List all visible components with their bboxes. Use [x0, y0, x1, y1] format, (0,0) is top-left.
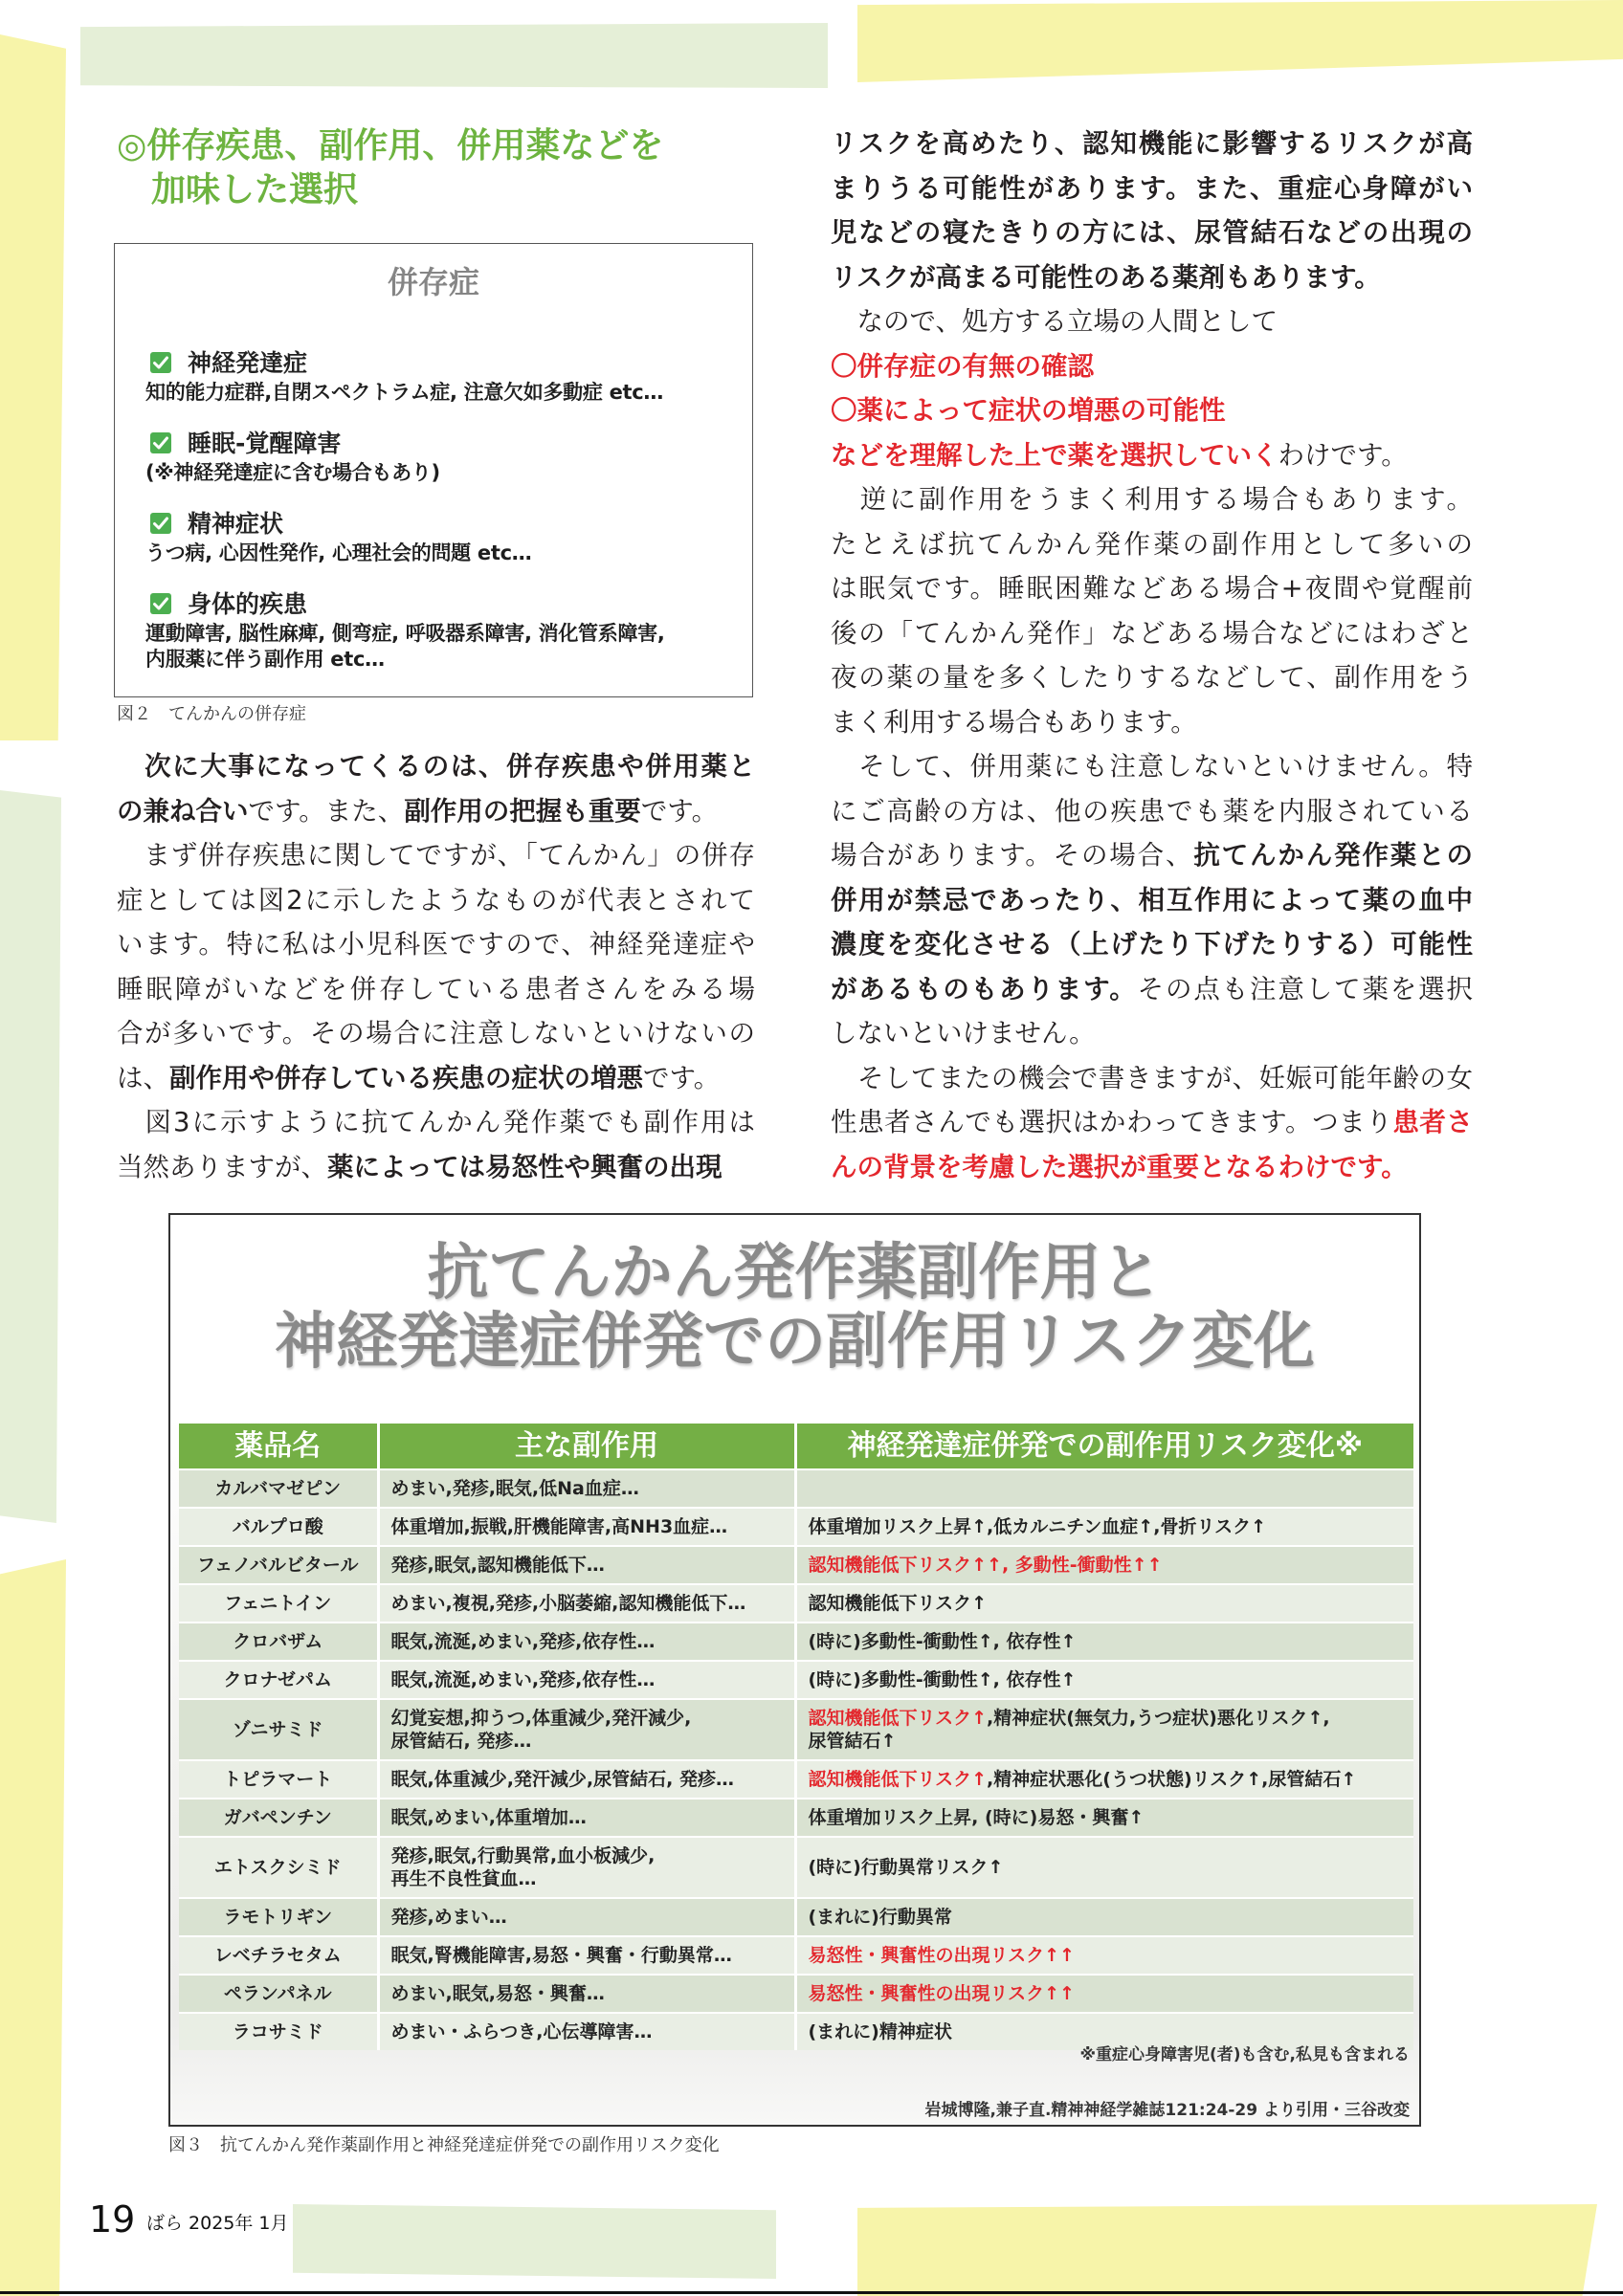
body-text: そして、併用薬にも注意しないといけません。特: [831, 751, 1473, 782]
body-text: (時に)多動性-衝動性↑, 依存性↑: [808, 1669, 1077, 1690]
text-line: [831, 522, 1473, 567]
emphasis-red-text: 患者さ: [1392, 1107, 1473, 1137]
risk-change-line: [809, 2020, 1403, 2043]
comorbidity-item: [145, 507, 739, 566]
emphasis-red-text: などを理解した上で薬を選択していく: [831, 439, 1278, 471]
side-effects-text: めまい,眠気,易怒・興奮…: [390, 1983, 605, 2004]
text-line: [117, 1145, 755, 1190]
body-text: います。特に私は小児科医ですので、神経発達症や: [117, 929, 755, 960]
text-line: [831, 700, 1473, 745]
paragraph: [831, 744, 1473, 1056]
emphasis-bold-text: 薬によっては易怒性や興奮の出現: [327, 1151, 723, 1182]
side-effect-risk-figure: [168, 1213, 1421, 2127]
text-line: [831, 344, 1473, 389]
risk-change-line: [809, 1806, 1403, 1829]
decorative-stripe: [857, 0, 1623, 82]
side-effects-cell: [378, 1898, 795, 1936]
body-text: 体重増加リスク上昇↑,低カルニチン血症↑,骨折リスク↑: [808, 1516, 1266, 1537]
checkbox-checked-icon: [149, 431, 172, 454]
body-text: 合が多いです。その場合に注意しないといけないの: [117, 1018, 755, 1049]
body-text: 当然ありますが、: [117, 1151, 327, 1182]
emphasis-red-text: 易怒性・興奮性の出現リスク↑↑: [808, 1945, 1075, 1966]
body-text: 場合があります。その場合、: [831, 840, 1194, 871]
body-text: です。また、: [248, 795, 405, 827]
table-row: [179, 1623, 1413, 1661]
text-line: [831, 878, 1473, 923]
side-effects-text: 発疹,眠気,認知機能低下…: [390, 1555, 605, 1576]
table-row: [179, 1699, 1413, 1760]
page-bottom-rule: [0, 2291, 1623, 2294]
drug-name-cell: レベチラセタム: [179, 1936, 378, 1975]
table-row: [179, 1799, 1413, 1837]
side-effects-text: 尿管結石, 発疹…: [390, 1731, 532, 1752]
column-header-side-effects: 主な副作用: [378, 1424, 795, 1469]
checkbox-checked-icon: [149, 512, 172, 535]
risk-change-line: [809, 1592, 1403, 1615]
side-effects-cell: [378, 1661, 795, 1699]
side-effect-figure-title-line: 神経発達症併発での副作用リスク変化: [275, 1307, 1315, 1378]
risk-change-line: [809, 1707, 1403, 1730]
text-line: [117, 1100, 755, 1145]
comorbidity-heading: [145, 507, 739, 541]
comorbidity-detail: 内服薬に伴う副作用 etc…: [145, 648, 385, 671]
comorbidity-item: [145, 587, 739, 673]
drug-name-cell: ガバペンチン: [179, 1799, 378, 1837]
table-row: [179, 1546, 1413, 1584]
article-right-column: [831, 121, 1473, 1189]
body-text: (まれに)精神症状: [808, 2021, 952, 2042]
side-effects-text: 発疹,眠気,行動異常,血小板減少,: [390, 1845, 656, 1866]
body-text: 尿管結石↑: [808, 1731, 897, 1752]
emphasis-red-text: 認知機能低下リスク↑↑, 多動性-衝動性↑↑: [808, 1555, 1163, 1576]
table-row: [179, 1936, 1413, 1975]
comorbidity-figure-title: 併存症: [387, 264, 479, 300]
text-line: [117, 878, 755, 923]
text-line: [117, 1011, 755, 1056]
emphasis-bold-text: まりうる可能性があります。また、重症心身障がい: [831, 172, 1473, 204]
body-text: たとえば抗てんかん発作薬の副作用として多いの: [831, 528, 1473, 560]
paragraph: [831, 433, 1473, 478]
body-text: (時に)多動性-衝動性↑, 依存性↑: [808, 1631, 1077, 1652]
body-text: です。: [643, 1062, 721, 1093]
decorative-stripe: [293, 2204, 776, 2279]
risk-change-line: [809, 1768, 1403, 1791]
side-effects-text: 眠気,腎機能障害,易怒・興奮・行動異常…: [390, 1945, 732, 1966]
table-row: [179, 1837, 1413, 1898]
comorbidity-heading: [145, 587, 739, 621]
drug-name-cell: トピラマート: [179, 1760, 378, 1799]
side-effects-cell: [378, 1508, 795, 1546]
comorbidity-detail: うつ病, 心因性発作, 心理社会的問題 etc…: [145, 541, 532, 564]
risk-change-cell: [795, 1546, 1413, 1584]
table-row: [179, 1469, 1413, 1508]
risk-change-cell: [795, 1760, 1413, 1799]
side-effects-text: 眠気,体重減少,発汗減少,尿管結石, 発疹…: [390, 1769, 734, 1790]
drug-name-cell: フェニトイン: [179, 1584, 378, 1623]
paragraph: [831, 388, 1473, 433]
risk-change-cell: [795, 1508, 1413, 1546]
paragraph: [831, 477, 1473, 744]
side-effects-text: 眠気,流涎,めまい,発疹,依存性…: [390, 1631, 656, 1652]
body-text: 症としては図2に示したようなものが代表とされて: [117, 884, 755, 916]
table-row: [179, 1508, 1413, 1546]
body-text: は、: [117, 1062, 169, 1093]
paragraph: [117, 833, 755, 1100]
checkbox-checked-icon: [149, 592, 172, 615]
body-text: そしてまたの機会で書きますが、妊娠可能年齢の女: [831, 1062, 1473, 1093]
emphasis-red-text: 認知機能低下リスク↑: [808, 1708, 988, 1729]
text-line: [831, 1100, 1473, 1145]
body-text: (まれに)行動異常: [808, 1907, 952, 1928]
body-text: です。: [640, 795, 719, 827]
text-line: [831, 611, 1473, 656]
table-body: [179, 1469, 1413, 2050]
text-line: [117, 744, 755, 789]
side-effects-text: 眠気,流涎,めまい,発疹,依存性…: [390, 1669, 656, 1690]
side-effect-table: [179, 1424, 1413, 2050]
comorbidity-detail: 運動障害, 脳性麻痺, 側弯症, 呼吸器系障害, 消化管系障害,: [145, 622, 665, 645]
text-line: [117, 967, 755, 1012]
drug-name-cell: ラモトリギン: [179, 1898, 378, 1936]
risk-change-line: [809, 1630, 1403, 1653]
paragraph: [117, 1100, 755, 1189]
emphasis-red-text: 認知機能低下リスク↑: [808, 1769, 988, 1790]
body-text: まず併存疾患に関してですが、「てんかん」の併存: [117, 840, 755, 871]
side-effects-cell: [378, 1546, 795, 1584]
table-row: [179, 1760, 1413, 1799]
emphasis-bold-text: リスクが高まる可能性のある薬剤もあります。: [831, 261, 1381, 293]
comorbidity-heading-text: 身体的疾患: [188, 590, 308, 618]
emphasis-bold-text: の兼ね合い: [117, 795, 249, 827]
drug-name-cell: クロナゼパム: [179, 1661, 378, 1699]
emphasis-red-text: 〇併存症の有無の確認: [831, 350, 1094, 382]
risk-change-cell: [795, 1661, 1413, 1699]
risk-change-line: [809, 1515, 1403, 1538]
emphasis-bold-text: 次に大事になってくるのは、併存疾患や併用薬と: [117, 751, 755, 782]
side-effects-cell: [378, 1623, 795, 1661]
text-line: [831, 1145, 1473, 1190]
text-line: [831, 477, 1473, 522]
body-text: 性患者さんでも選択はかわってきます。つまり: [831, 1107, 1393, 1137]
side-effects-cell: [378, 1799, 795, 1837]
emphasis-bold-text: があるものもあります。: [831, 973, 1138, 1004]
risk-change-line: [809, 1856, 1403, 1879]
risk-change-cell: [795, 1469, 1413, 1508]
text-line: [831, 744, 1473, 789]
body-text: ,精神症状悪化(うつ状態)リスク↑,尿管結石↑: [987, 1769, 1357, 1790]
body-text: 睡眠障がいなどを併存している患者さんをみる場: [117, 973, 755, 1004]
table-row: [179, 1661, 1413, 1699]
text-line: [831, 1011, 1473, 1056]
comorbidity-heading: [145, 346, 739, 380]
side-effects-text: 眠気,めまい,体重増加…: [390, 1807, 587, 1828]
risk-change-line: [809, 1668, 1403, 1691]
section-heading: [117, 124, 663, 212]
side-effect-figure-title: [170, 1239, 1419, 1377]
decorative-stripe: [0, 1559, 66, 2296]
body-text: まく利用する場合もあります。: [831, 706, 1197, 738]
body-text: わけです。: [1278, 439, 1408, 471]
risk-change-line: [809, 1982, 1403, 2005]
table-source-citation: 岩城博隆,兼子直.精神神経学雑誌121:24-29 より引用・三谷改変: [924, 2101, 1410, 2120]
text-line: [831, 388, 1473, 433]
side-effects-text: 発疹,めまい…: [390, 1907, 507, 1928]
body-text: なので、処方する立場の人間として: [831, 306, 1278, 337]
comorbidity-heading-text: 神経発達症: [188, 349, 308, 377]
body-text: 夜の薬の量を多くしたりするなどして、副作用をう: [831, 662, 1473, 693]
side-effects-cell: [378, 1975, 795, 2013]
comorbidity-heading-text: 精神症状: [188, 510, 284, 538]
text-line: [831, 210, 1473, 255]
comorbidity-list: [145, 346, 739, 694]
body-text: 体重増加リスク上昇, (時に)易怒・興奮↑: [808, 1807, 1145, 1828]
comorbidity-detail: (※神経発達症に含む場合もあり): [145, 461, 440, 484]
side-effects-cell: [378, 1760, 795, 1799]
drug-name-cell: フェノバルビタール: [179, 1546, 378, 1584]
emphasis-bold-text: 副作用や併存している疾患の症状の増悪: [169, 1062, 643, 1093]
text-line: [831, 655, 1473, 700]
risk-change-cell: [795, 1898, 1413, 1936]
table-footnote: ※重症心身障害児(者)も含む,私見も含まれる: [1079, 2045, 1410, 2064]
paragraph: [831, 344, 1473, 389]
text-line: [117, 789, 755, 834]
text-line: [831, 566, 1473, 611]
side-effects-text: めまい,複視,発疹,小脳萎縮,認知機能低下…: [390, 1593, 746, 1614]
side-effects-text: 幻覚妄想,抑うつ,体重減少,発汗減少,: [390, 1708, 692, 1729]
paragraph: [831, 121, 1473, 299]
side-effects-text: めまい,発疹,眠気,低Na血症…: [390, 1478, 639, 1499]
text-line: [831, 1056, 1473, 1101]
comorbidity-item: [145, 427, 739, 486]
figure-2-caption: 図２ てんかんの併存症: [117, 704, 306, 724]
side-effects-cell: [378, 1936, 795, 1975]
text-line: [831, 922, 1473, 967]
risk-change-cell: [795, 1699, 1413, 1760]
column-header-risk-change: 神経発達症併発での副作用リスク変化※: [795, 1424, 1413, 1469]
text-line: [831, 789, 1473, 834]
body-text: 図3に示すように抗てんかん発作薬でも副作用は: [117, 1107, 755, 1137]
text-line: [831, 967, 1473, 1012]
drug-name-cell: ラコサミド: [179, 2013, 378, 2050]
paragraph: [117, 744, 755, 833]
text-line: [831, 433, 1473, 478]
body-text: にご高齢の方は、他の疾患でも薬を内服されている: [831, 795, 1473, 827]
drug-name-cell: バルプロ酸: [179, 1508, 378, 1546]
text-line: [831, 299, 1473, 344]
decorative-stripe: [80, 23, 828, 88]
risk-change-cell: [795, 1584, 1413, 1623]
risk-change-cell: [795, 1837, 1413, 1898]
side-effects-cell: [378, 1469, 795, 1508]
drug-name-cell: ペランパネル: [179, 1975, 378, 2013]
risk-change-line: [809, 1730, 1403, 1753]
page-number: 19: [89, 2198, 136, 2241]
drug-name-cell: カルバマゼピン: [179, 1469, 378, 1508]
body-text: (時に)行動異常リスク↑: [808, 1857, 1004, 1878]
risk-change-cell: [795, 1975, 1413, 2013]
side-effects-cell: [378, 1837, 795, 1898]
emphasis-bold-text: リスクを高めたり、認知機能に影響するリスクが高: [831, 128, 1473, 159]
decorative-stripe: [0, 34, 66, 740]
text-line: [831, 255, 1473, 300]
text-line: [117, 922, 755, 967]
risk-change-line: [809, 1554, 1403, 1577]
body-text: ,精神症状(無気力,うつ症状)悪化リスク↑,: [987, 1708, 1330, 1729]
drug-name-cell: エトスクシミド: [179, 1837, 378, 1898]
side-effects-text: 再生不良性貧血…: [390, 1868, 537, 1889]
publication-issue: ばら 2025年 1月: [146, 2213, 289, 2234]
drug-name-cell: ゾニサミド: [179, 1699, 378, 1760]
risk-change-cell: [795, 1799, 1413, 1837]
emphasis-bold-text: 児などの寝たきりの方には、尿管結石などの出現の: [831, 217, 1473, 248]
side-effects-text: めまい・ふらつき,心伝導障害…: [390, 2021, 653, 2042]
decorative-stripe: [857, 2204, 1597, 2296]
text-line: [831, 121, 1473, 166]
article-left-column: [117, 744, 755, 1189]
emphasis-bold-text: 濃度を変化させる（上げたり下げたりする）可能性: [831, 929, 1473, 960]
emphasis-bold-text: 副作用の把握も重要: [404, 795, 641, 827]
decorative-stripe: [0, 790, 61, 1523]
side-effects-text: 体重増加,振戦,肝機能障害,高NH3血症…: [390, 1516, 728, 1537]
paragraph: [831, 299, 1473, 344]
section-heading-line: ◎併存疾患、副作用、併用薬などを: [117, 126, 664, 166]
emphasis-red-text: 〇薬によって症状の増悪の可能性: [831, 395, 1226, 426]
emphasis-red-text: 易怒性・興奮性の出現リスク↑↑: [808, 1983, 1075, 2004]
comorbidity-heading-text: 睡眠-覚醒障害: [188, 430, 342, 457]
body-text: しないといけません。: [831, 1018, 1096, 1049]
table-row: [179, 1898, 1413, 1936]
side-effects-cell: [378, 1584, 795, 1623]
body-text: 逆に副作用をうまく利用する場合もあります。: [831, 484, 1473, 515]
text-line: [117, 833, 755, 878]
text-line: [831, 166, 1473, 211]
body-text: は眠気です。睡眠困難などある場合+夜間や覚醒前: [831, 573, 1473, 604]
emphasis-red-text: んの背景を考慮した選択が重要となるわけです。: [831, 1151, 1408, 1182]
comorbidity-item: [145, 346, 739, 406]
risk-change-line: [809, 1944, 1403, 1967]
table-row: [179, 1975, 1413, 2013]
risk-change-cell: [795, 1936, 1413, 1975]
section-heading-line: 加味した選択: [117, 170, 359, 210]
checkbox-checked-icon: [149, 351, 172, 374]
paragraph: [831, 1056, 1473, 1190]
text-line: [831, 833, 1473, 878]
risk-change-line: [809, 1906, 1403, 1929]
side-effect-figure-title-line: 抗てんかん発作薬副作用と: [427, 1238, 1163, 1309]
body-text: その点も注意して薬を選択: [1137, 973, 1473, 1004]
comorbidity-detail: 知的能力症群,自閉スペクトラム症, 注意欠如多動症 etc…: [145, 381, 664, 404]
drug-name-cell: クロバザム: [179, 1623, 378, 1661]
column-header-drug: 薬品名: [179, 1424, 378, 1469]
body-text: 後の「てんかん発作」などある場合などにはわざと: [831, 617, 1473, 649]
side-effects-cell: [378, 1699, 795, 1760]
emphasis-bold-text: 併用が禁忌であったり、相互作用によって薬の血中: [831, 884, 1473, 916]
text-line: [117, 1056, 755, 1101]
table-header-row: [179, 1424, 1413, 1469]
figure-3-caption: 図３ 抗てんかん発作薬副作用と神経発達症併発での副作用リスク変化: [168, 2135, 720, 2155]
comorbidity-heading: [145, 427, 739, 460]
emphasis-bold-text: 抗てんかん発作薬との: [1193, 840, 1473, 871]
comorbidity-figure: [114, 243, 753, 697]
table-row: [179, 1584, 1413, 1623]
risk-change-cell: [795, 1623, 1413, 1661]
side-effects-cell: [378, 2013, 795, 2050]
body-text: 認知機能低下リスク↑: [808, 1593, 988, 1614]
